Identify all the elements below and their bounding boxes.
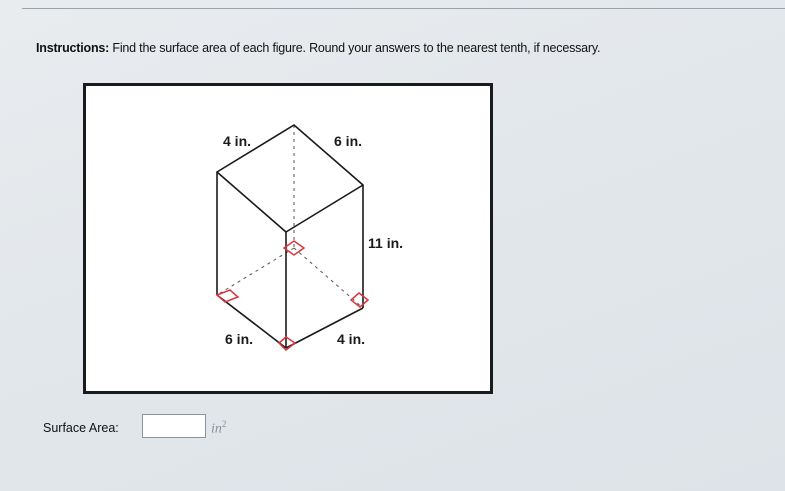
label-bottom-left: 6 in. — [225, 331, 254, 347]
instructions-text: Find the surface area of each figure. Round your answers to the nearest tenth, if necessary. — [109, 41, 601, 55]
rectangular-prism-diagram — [86, 86, 490, 391]
surface-area-input[interactable] — [142, 414, 206, 438]
instructions-label: Instructions: — [36, 41, 110, 55]
unit-text: in — [211, 421, 222, 437]
label-bottom-right: 4 in. — [337, 331, 366, 347]
label-height: 11 in. — [368, 235, 404, 251]
top-divider — [22, 8, 785, 9]
label-top-left: 4 in. — [223, 133, 252, 149]
figure-frame — [83, 83, 493, 394]
label-top-right: 6 in. — [334, 133, 363, 149]
right-angle-marker-left — [217, 290, 238, 302]
unit-exponent: 2 — [221, 419, 227, 429]
surface-area-label: Surface Area: — [43, 421, 119, 435]
unit-label — [211, 419, 226, 438]
visible-edges — [217, 125, 366, 348]
hidden-base-edge-left — [217, 248, 294, 295]
hidden-edges — [217, 125, 363, 308]
instructions — [36, 41, 600, 55]
